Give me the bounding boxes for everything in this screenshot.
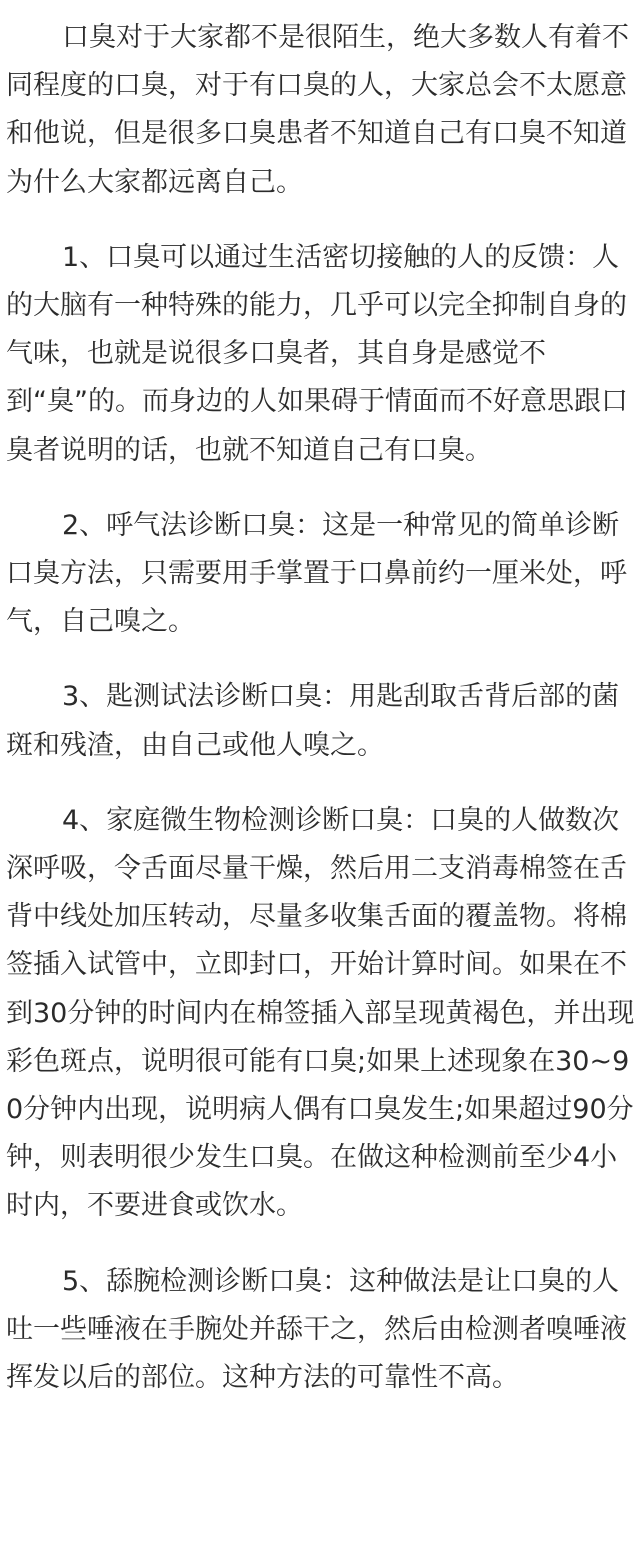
method-2-paragraph: 2、呼气法诊断口臭：这是一种常见的简单诊断口臭方法，只需要用手掌置于口鼻前约一厘米处，呼气，自己嗅之。	[6, 509, 627, 638]
method-3-paragraph: 3、匙测试法诊断口臭：用匙刮取舌背后部的菌斑和残渣，由自己或他人嗅之。	[6, 681, 620, 761]
method-1-paragraph: 1、口臭可以通过生活密切接触的人的反馈：人的大脑有一种特殊的能力，几乎可以完全抑制自身的气味，也就是说很多口臭者，其自身是感觉不到“臭”的。而身边的人如果碍于情面而不好意思跟口臭者说明的话，也就不知道自己有口臭。	[6, 241, 628, 466]
method-4-paragraph: 4、家庭微生物检测诊断口臭：口臭的人做数次深呼吸，令舌面尽量干燥，然后用二支消毒棉签在舌背中线处加压转动，尽量多收集舌面的覆盖物。将棉签插入试管中，立即封口，开始计算时间。如果在不到30分钟的时间内在棉签插入部呈现黄褐色，并出现彩色斑点，说明很可能有口臭;如果上述现象在30~90分钟内出现，说明病人偶有口臭发生;如果超过90分钟，则表明很少发生口臭。在做这种检测前至少4小时内，不要进食或饮水。	[6, 804, 635, 1222]
intro-paragraph: 口臭对于大家都不是很陌生，绝大多数人有着不同程度的口臭，对于有口臭的人，大家总会不太愿意和他说，但是很多口臭患者不知道自己有口臭不知道为什么大家都远离自己。	[6, 22, 629, 198]
method-5-paragraph: 5、舔腕检测诊断口臭：这种做法是让口臭的人吐一些唾液在手腕处并舔干之，然后由检测者嗅唾液挥发以后的部位。这种方法的可靠性不高。	[6, 1265, 627, 1394]
